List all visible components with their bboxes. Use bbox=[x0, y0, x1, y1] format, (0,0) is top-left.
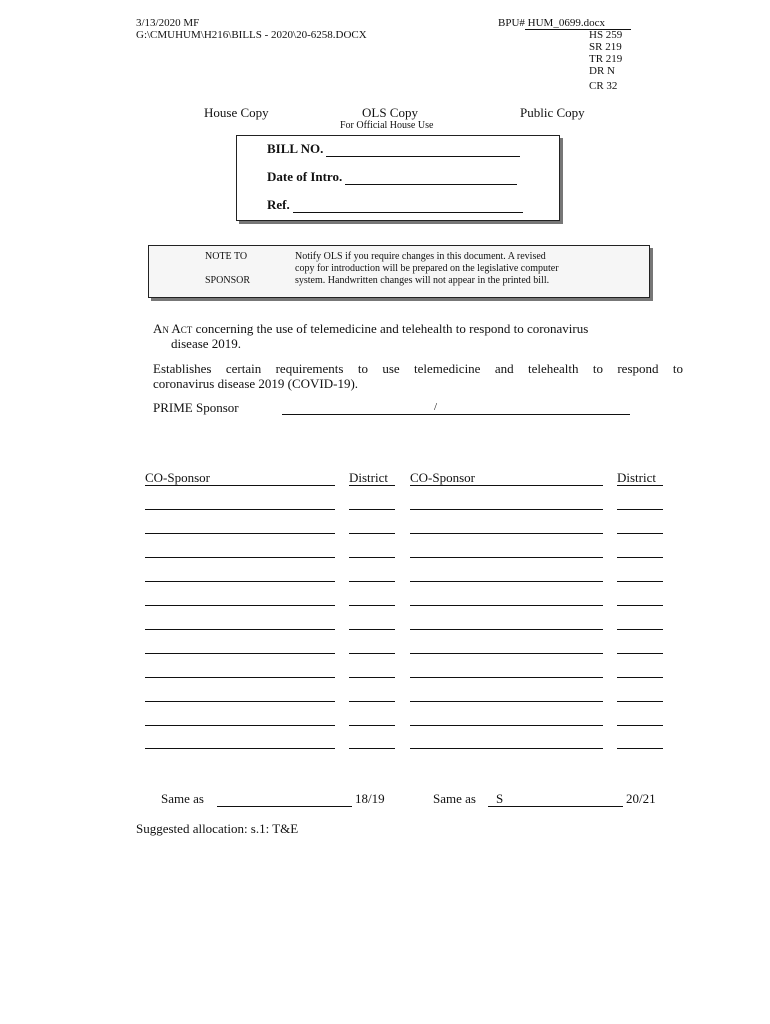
same-as-right-session: 20/21 bbox=[626, 791, 656, 806]
cosponsor-name-line[interactable] bbox=[145, 557, 335, 558]
act-title bbox=[153, 321, 683, 351]
cosponsor-name-line[interactable] bbox=[410, 581, 603, 582]
ref-field[interactable] bbox=[293, 199, 523, 213]
district-line[interactable] bbox=[617, 605, 663, 606]
note-text-line: copy for introduction will be prepared on the legislative computer bbox=[295, 263, 559, 274]
district-line[interactable] bbox=[617, 748, 663, 749]
district-header-1: District bbox=[349, 470, 388, 485]
cosponsor-name-line[interactable] bbox=[145, 748, 335, 749]
district-line[interactable] bbox=[617, 725, 663, 726]
cosponsor-name-line[interactable] bbox=[145, 677, 335, 678]
district-line[interactable] bbox=[617, 557, 663, 558]
committee-ref: SR 219 bbox=[589, 41, 622, 53]
cosponsor-name-line[interactable] bbox=[145, 509, 335, 510]
note-to-sponsor-box bbox=[148, 245, 650, 298]
note-label-line2: SPONSOR bbox=[205, 275, 251, 286]
district-line[interactable] bbox=[617, 533, 663, 534]
district-line bbox=[617, 485, 663, 486]
same-as-left-field[interactable] bbox=[217, 806, 352, 807]
district-line[interactable] bbox=[349, 629, 395, 630]
cosponsor-name-line[interactable] bbox=[410, 605, 603, 606]
same-as-right-field[interactable] bbox=[488, 806, 623, 807]
act-prefix: An Act bbox=[153, 321, 193, 336]
note-text bbox=[295, 251, 640, 287]
synopsis-line1: Establishes certain requirements to use telemedicine and telehealth to respond to bbox=[153, 361, 683, 376]
bill-info-box bbox=[236, 135, 560, 221]
bpu-value: HUM_0699.docx bbox=[525, 17, 631, 30]
cosponsor-name-line bbox=[410, 485, 603, 486]
district-line[interactable] bbox=[349, 557, 395, 558]
district-line[interactable] bbox=[349, 748, 395, 749]
district-line[interactable] bbox=[617, 581, 663, 582]
cosponsor-name-line[interactable] bbox=[410, 509, 603, 510]
cosponsor-name-line[interactable] bbox=[145, 629, 335, 630]
cosponsor-name-line[interactable] bbox=[145, 605, 335, 606]
cosponsor-name-line[interactable] bbox=[145, 533, 335, 534]
act-title-line2: disease 2019. bbox=[171, 336, 242, 351]
date-author: 3/13/2020 MF bbox=[136, 17, 200, 29]
same-as-left-label: Same as bbox=[161, 791, 204, 806]
cosponsor-name-line[interactable] bbox=[410, 533, 603, 534]
cosponsor-name-line[interactable] bbox=[410, 748, 603, 749]
ref-label: Ref. bbox=[267, 197, 290, 212]
district-line[interactable] bbox=[617, 701, 663, 702]
date-intro-row bbox=[267, 169, 517, 185]
committee-ref: HS 259 bbox=[589, 29, 623, 41]
district-line[interactable] bbox=[349, 581, 395, 582]
district-line[interactable] bbox=[349, 653, 395, 654]
bill-no-row bbox=[267, 141, 520, 157]
synopsis-line2: coronavirus disease 2019 (COVID-19). bbox=[153, 376, 359, 391]
note-text-line: Notify OLS if you require changes in this document. A revised bbox=[295, 251, 546, 262]
cosponsor-name-line bbox=[145, 485, 335, 486]
cosponsor-name-line[interactable] bbox=[145, 701, 335, 702]
district-line[interactable] bbox=[617, 653, 663, 654]
cosponsor-name-line[interactable] bbox=[410, 557, 603, 558]
date-intro-label: Date of Intro. bbox=[267, 169, 343, 184]
prime-sponsor-label: PRIME Sponsor bbox=[153, 400, 239, 415]
committee-ref: TR 219 bbox=[589, 53, 623, 65]
public-copy-label: Public Copy bbox=[520, 105, 585, 120]
note-text-line: system. Handwritten changes will not appear in the printed bill. bbox=[295, 275, 550, 286]
district-header-2: District bbox=[617, 470, 656, 485]
bpu-label: BPU# bbox=[498, 17, 525, 29]
cosponsor-name-line[interactable] bbox=[410, 677, 603, 678]
house-copy-label: House Copy bbox=[204, 105, 269, 120]
committee-ref: DR N bbox=[589, 65, 615, 77]
district-line[interactable] bbox=[349, 725, 395, 726]
district-line[interactable] bbox=[617, 677, 663, 678]
district-line[interactable] bbox=[349, 605, 395, 606]
district-line[interactable] bbox=[617, 509, 663, 510]
bill-no-field[interactable] bbox=[326, 143, 520, 157]
cosponsor-name-line[interactable] bbox=[410, 629, 603, 630]
district-line[interactable] bbox=[349, 509, 395, 510]
cosponsor-name-line[interactable] bbox=[145, 581, 335, 582]
bill-no-label: BILL NO. bbox=[267, 141, 324, 156]
act-title-line1: concerning the use of telemedicine and telehealth to respond to coronavirus bbox=[192, 321, 589, 336]
district-line[interactable] bbox=[617, 629, 663, 630]
cosponsor-name-line[interactable] bbox=[410, 701, 603, 702]
ref-row bbox=[267, 197, 523, 213]
same-as-right-label: Same as bbox=[433, 791, 476, 806]
file-path: G:\CMUHUM\H216\BILLS - 2020\20-6258.DOCX bbox=[136, 29, 367, 41]
official-use-label: For Official House Use bbox=[340, 120, 434, 131]
cosponsor-name-line[interactable] bbox=[145, 725, 335, 726]
district-line bbox=[349, 485, 395, 486]
note-label-line1: NOTE TO bbox=[205, 251, 248, 262]
same-as-right-prefix: S bbox=[496, 791, 504, 806]
ols-copy-label: OLS Copy bbox=[362, 105, 418, 120]
committee-refs bbox=[589, 29, 622, 92]
district-line[interactable] bbox=[349, 677, 395, 678]
cosponsor-name-line[interactable] bbox=[410, 725, 603, 726]
same-as-left-session: 18/19 bbox=[355, 791, 385, 806]
prime-sponsor-field[interactable] bbox=[282, 414, 630, 415]
suggested-allocation: Suggested allocation: s.1: T&E bbox=[136, 821, 299, 836]
cosponsor-header-1: CO-Sponsor bbox=[145, 470, 211, 485]
district-line[interactable] bbox=[349, 533, 395, 534]
date-intro-field[interactable] bbox=[345, 171, 517, 185]
cosponsor-header-2: CO-Sponsor bbox=[410, 470, 476, 485]
district-line[interactable] bbox=[349, 701, 395, 702]
cosponsor-name-line[interactable] bbox=[145, 653, 335, 654]
act-synopsis bbox=[153, 361, 683, 391]
committee-ref: CR 32 bbox=[589, 80, 618, 92]
cosponsor-name-line[interactable] bbox=[410, 653, 603, 654]
prime-sponsor-separator: / bbox=[434, 401, 438, 413]
